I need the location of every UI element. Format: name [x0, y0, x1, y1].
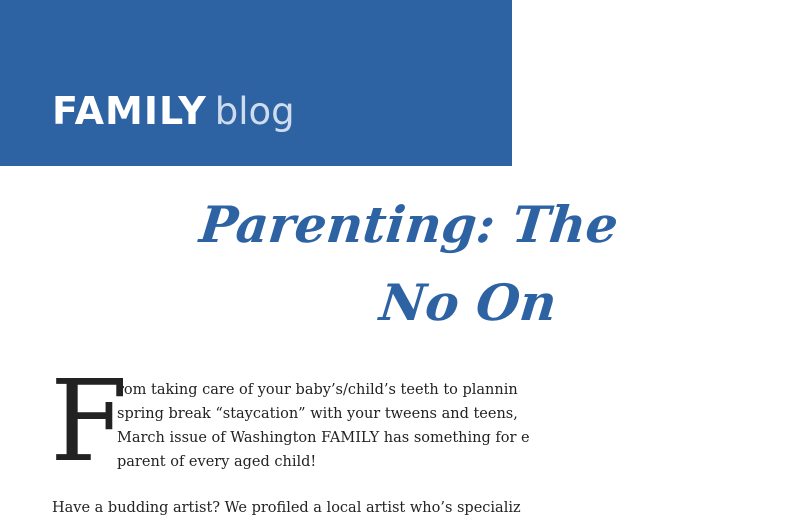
header-banner [0, 0, 512, 166]
brand-name: FAMILY [52, 89, 207, 133]
intro-paragraph [117, 378, 530, 474]
drop-cap: F [50, 357, 128, 487]
intro-line: parent of every aged child! [117, 454, 317, 470]
brand-suffix: blog [214, 90, 295, 133]
body-paragraph: Have a budding artist? We profiled a local artist who’s specializ [52, 500, 521, 516]
article-title-line-2: No On [376, 273, 560, 332]
site-logo[interactable] [52, 89, 295, 133]
article-title-line-1: Parenting: The [196, 195, 621, 254]
intro-line: spring break “staycation” with your tweens and teens, [117, 406, 518, 422]
intro-line: March issue of Washington FAMILY has something for e [117, 430, 530, 446]
intro-line: rom taking care of your baby’s/child’s teeth to plannin [117, 382, 518, 398]
